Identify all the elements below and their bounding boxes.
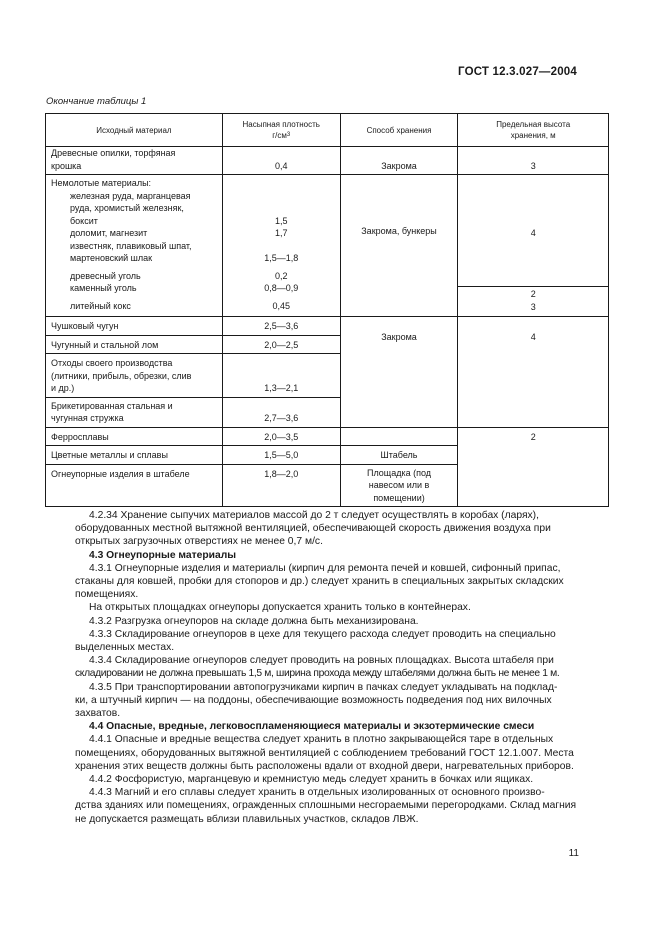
table-row — [46, 427, 609, 446]
paragraph-4-3-1: 4.3.1 Огнеупорные изделия и материалы (кирпич для ремонта печей и ковшей, сифонный припас, стаканы для ковшей, пробки для стопоров и др.) следует хранить в специальных закрытых складских помещениях. — [75, 562, 564, 601]
header-density-line1: Насыпная плотность — [242, 120, 320, 129]
paragraph-4-3-5: 4.3.5 При транспортировании автопогрузчиками кирпич в пачках следует укладывать на подклад- ки, а штучный кирпич — на поддоны, обеспечивающие возможность подведения под них вилочных захватов. — [75, 681, 558, 720]
header-density — [222, 114, 340, 147]
header-density-unit-power: 3 — [286, 132, 291, 138]
paragraph-4-3-3: 4.3.3 Складирование огнеупоров в цехе для текущего расхода следует проводить на специально выделенных местах. — [75, 628, 556, 654]
cell-material: Брикетированная стальная и чугунная стружка — [46, 397, 223, 427]
paragraph-4-4-2: 4.4.2 Фосфористую, марганцевую и кремнистую медь следует хранить в бочках или ящиках. — [89, 774, 534, 786]
cell-storage: Закрома — [340, 147, 458, 175]
cell-density: 0,4 — [222, 147, 340, 175]
table-row — [46, 175, 609, 317]
cell-density: 1,8—2,0 — [222, 464, 340, 507]
cell-storage: Закрома, бункеры — [340, 175, 458, 317]
cell-material: Цветные металлы и сплавы — [46, 446, 223, 465]
cell-density: 2,0—2,5 — [222, 335, 340, 354]
cell-density: 1,5 1,7 1,5—1,8 0,2 0,8—0,9 0,45 — [222, 175, 340, 317]
body-text — [75, 509, 585, 826]
cell-density: 1,3—2,1 — [222, 354, 340, 398]
table-row — [46, 317, 609, 336]
cell-material: Ферросплавы — [46, 427, 223, 446]
paragraph-4-4-3: 4.4.3 Магний и его сплавы следует хранить в отдельных изолированных от основного произво- дства зданиях или помещениях, огражденных сплошными несгораемыми перегородками. Склад магния не допускается размещать вблизи плавильных участков, складов ЛВЖ. — [75, 787, 577, 825]
cell-storage: Штабель — [340, 446, 458, 465]
cell-storage: Площадка (под навесом или в помещении) — [340, 464, 458, 507]
cell-storage — [340, 427, 458, 446]
paragraph-4-3-2: 4.3.2 Разгрузка огнеупоров на складе должна быть механизирована. — [89, 615, 419, 627]
cell-material: Отходы своего производства (литники, прибыль, обрезки, слив и др.) — [46, 354, 223, 398]
header-density-unit: г/см — [272, 131, 287, 140]
cell-height: 2 — [458, 427, 609, 507]
header-height-line1: Предельная высота — [496, 120, 571, 129]
table-row — [46, 147, 609, 175]
cell-density: 2,7—3,6 — [222, 397, 340, 427]
cell-height: 4 2 3 — [458, 175, 609, 317]
paragraph-4-4-1: 4.4.1 Опасные и вредные вещества следует хранить в плотно закрывающейся таре в отдельных помещениях, оборудованных вытяжной вентиляцией с соблюдением требований ГОСТ 12.1.007. Места хранения этих веществ должны быть расположены вдали от входной двери, нагревательных приборов. — [75, 734, 574, 772]
cell-density: 2,5—3,6 — [222, 317, 340, 336]
paragraph-4-2-34: 4.2.34 Хранение сыпучих материалов массой до 2 т следует осуществлять в коробах (ларях), оборудованных местной вытяжной вентиляцией, обеспечивающей скорость движения воздуха при открытых загрузочных отверстиях не менее 0,7 м/с. — [75, 510, 551, 548]
paragraph-4-3-4: 4.3.4 Складирование огнеупоров следует проводить на ровных площадках. Высота штабеля при складировании не должна превышать 1,5 м, ширина прохода между штабелями должна быть не менее 1 м. — [75, 655, 560, 680]
section-heading-4-4: 4.4 Опасные, вредные, легковоспламеняющиеся материалы и экзотермические смеси — [89, 721, 535, 733]
cell-material: Чугунный и стальной лом — [46, 335, 223, 354]
table-caption: Окончание таблицы 1 — [46, 96, 147, 107]
cell-material: Немолотые материалы: железная руда, марганцевая руда, хромистый железняк, боксит доломит, магнезит известняк, плавиковый шпат, мартеновский шлак древесный уголь каменный уголь литейный кокс — [46, 175, 223, 317]
header-height-line2: хранения, м — [510, 131, 556, 140]
cell-density: 2,0—3,5 — [222, 427, 340, 446]
cell-material: Древесные опилки, торфяная крошка — [46, 147, 223, 175]
header-material: Исходный материал — [46, 114, 223, 147]
table-header-row — [46, 114, 609, 147]
page-number: 11 — [568, 848, 579, 859]
header-height — [458, 114, 609, 147]
cell-material: Огнеупорные изделия в штабеле — [46, 464, 223, 507]
paragraph-4-3-1-containers: На открытых площадках огнеупоры допускается хранить только в контейнерах. — [89, 602, 471, 614]
materials-table — [45, 113, 609, 507]
document-code: ГОСТ 12.3.027—2004 — [458, 66, 577, 78]
cell-material: Чушковый чугун — [46, 317, 223, 336]
cell-storage: Закрома — [340, 317, 458, 428]
cell-height: 3 — [458, 147, 609, 175]
section-heading-4-3: 4.3 Огнеупорные материалы — [89, 549, 237, 561]
cell-density: 1,5—5,0 — [222, 446, 340, 465]
header-storage: Способ хранения — [340, 114, 458, 147]
cell-height: 4 — [458, 317, 609, 428]
